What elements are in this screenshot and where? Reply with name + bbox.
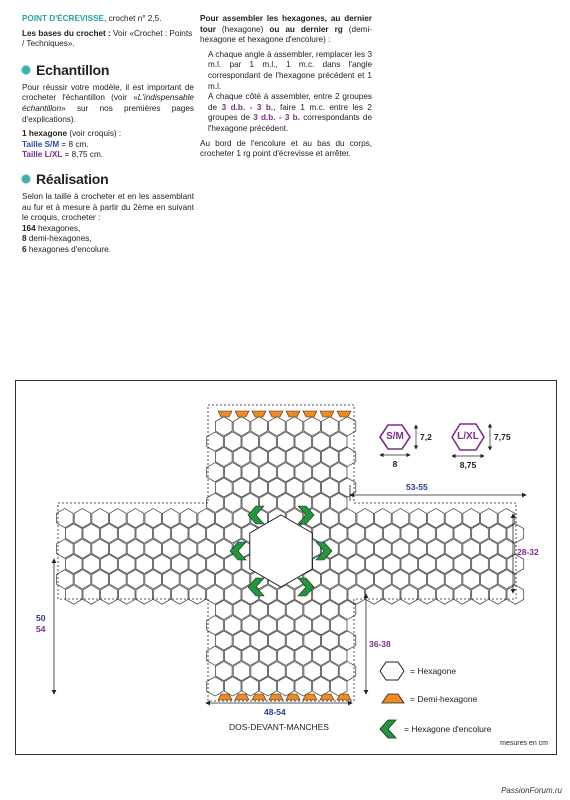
hexagon [242,616,259,635]
hexagon [463,570,480,589]
size-sm-value: = 8 cm. [59,139,89,149]
hexagon [224,432,241,451]
legend-hexagon-label: = Hexagone [410,666,457,676]
hexagon [224,524,241,543]
hexagon [419,554,436,573]
hexagon [445,570,462,589]
hexagon [269,600,286,619]
hexagon [110,509,127,528]
right-column [200,14,372,164]
hexagon [269,631,286,650]
hexagon [154,585,171,604]
hexagon [339,600,356,619]
hexagon [383,554,400,573]
hexagon [436,524,453,543]
hexagon [481,509,498,528]
hexagon [286,447,303,466]
hexagon [330,463,347,482]
echantillon-paragraph: Pour réussir votre modèle, il est important de crocheter l'échantillon (voir «L'indispensable échantillon» sur nos premières pages d'explications). [22,82,194,124]
hexagon [251,600,268,619]
hexagon [154,524,171,543]
sample-lxl-width: 8,75 [459,460,477,470]
legend-hexagon-icon [380,662,404,680]
demi-hexagon [320,411,334,417]
hexagon [198,570,215,589]
hexagon [330,677,347,696]
hexagon [295,646,312,665]
hexagon [207,493,224,512]
hexagon [304,631,321,650]
assembly-heading: Pour assembler les hexagones, au dernier tour (hexagone) ou au dernier rg (demi-hexagone et hexagone d'encolure) : [200,14,372,45]
hexagon [366,524,383,543]
hexagon [375,570,392,589]
hexagon [383,585,400,604]
hexagon [207,524,224,543]
hexagon [322,447,339,466]
hexagon [233,509,250,528]
hexagon [295,432,312,451]
hexagon [392,539,409,558]
hexagon [242,677,259,696]
hexagon [216,509,233,528]
hexagon [277,585,294,604]
hexagon [489,554,506,573]
hexagon [110,539,127,558]
hexagon [357,509,374,528]
hexagon [366,554,383,573]
hexagon [127,539,144,558]
hexagon [242,432,259,451]
hexagon [322,509,339,528]
hexagon [101,524,118,543]
hexagon [428,570,445,589]
hexagon [383,524,400,543]
hexagon [375,509,392,528]
hexagon [322,417,339,436]
hexagon [251,447,268,466]
hexagon [224,585,241,604]
hexagon [198,509,215,528]
hexagon [224,677,241,696]
hexagon [295,463,312,482]
hexagon [348,554,365,573]
hexagon [481,539,498,558]
demi-hexagon [269,694,283,700]
hexagon [436,554,453,573]
hexagon [277,432,294,451]
hexagon [65,524,82,543]
hexagon [489,524,506,543]
hexagon [57,539,74,558]
hexagon [410,539,427,558]
hexagon [92,509,109,528]
hexagon [233,447,250,466]
hexagon [481,570,498,589]
hexagon [401,554,418,573]
hexagon [233,631,250,650]
bullet-icon [22,66,30,74]
hexagon [74,539,91,558]
hexagon [233,600,250,619]
hexagon [207,585,224,604]
dim-bottom-label: 48-54 [264,707,286,717]
hexagon [330,585,347,604]
hexagon [216,600,233,619]
hexagon [472,585,489,604]
hexagon [330,616,347,635]
hexagon [339,631,356,650]
hexagon [304,600,321,619]
hexagon [419,524,436,543]
hexagon [136,585,153,604]
intro-text: , crochet n° 2,5. [104,14,162,23]
hexagon [224,463,241,482]
realisation-section-title [22,171,194,187]
hexagon [339,570,356,589]
hexagon [57,570,74,589]
assembly-side-paragraph: A chaque côté à assembler, entre 2 groupes de 3 d.b. - 3 b., faire 1 m.c. entre les 2 groupes de 3 d.b. - 3 b. correspondants de l'hexagone précédent. [208,92,373,133]
finish-paragraph: Au bord de l'encolure et au bas du corps, crocheter 1 rg point d'écrevisse et arrêter. [200,138,372,159]
hexagon [322,600,339,619]
piece-label: DOS-DEVANT-MANCHES [229,722,329,732]
hexagon [269,447,286,466]
hexagon [216,662,233,681]
hexagon [330,524,347,543]
hexagon [242,463,259,482]
hexagon [313,463,330,482]
hexa-label: 1 hexagone [22,129,68,139]
watermark: PassionForum.ru [501,786,562,795]
demi-hexagon [235,694,249,700]
bullet-icon [22,175,30,183]
hexagon [392,509,409,528]
echantillon-title: Echantillon [36,61,110,78]
units-note: mesures en cm [500,740,548,747]
hexagon [286,631,303,650]
hexagon [118,585,135,604]
hexagon [507,524,524,543]
hexagon [507,554,524,573]
hexagon [171,554,188,573]
hexagon [163,509,180,528]
hexagon [260,616,277,635]
hexagon [322,478,339,497]
hexagon [74,570,91,589]
hexagon [65,585,82,604]
hexagon [313,524,330,543]
count-encolure: 6 [22,244,27,254]
demi-hexagon [252,694,266,700]
hexagon [410,570,427,589]
hexagon [207,463,224,482]
dim-mid-label: 36-38 [369,639,391,649]
size-lxl-value: = 8,75 cm. [62,150,104,160]
hexagon [472,554,489,573]
hexagon [118,554,135,573]
hexagon [419,585,436,604]
hexagon [428,509,445,528]
hexagon [489,585,506,604]
hexagon [251,417,268,436]
hexagon [277,463,294,482]
dim-right-label: 28-32 [517,547,539,557]
hexagon [233,417,250,436]
hexagon [313,493,330,512]
hexagon [224,493,241,512]
hexagon [286,417,303,436]
hexagon [339,478,356,497]
hexagon [216,478,233,497]
hexagon [83,585,100,604]
hexagon [171,524,188,543]
hexagon [286,478,303,497]
sample-sm-width: 8 [392,459,398,469]
hexagon [304,478,321,497]
hexagon [136,554,153,573]
demi-hexagon [303,411,317,417]
left-column: POINT D'ÉCREVISSE, crochet n° 2,5. Les bases du crochet : Voir «Crochet : Points / Techniques». Echantillon Pour réussir votre modèle, il est important de crocheter l'échantillon (voir «L'indispensable échantillon» sur nos premières pages d'explications). 1 hexagone (voir croquis) : Taille S/M = 8 cm. Taille L/XL = 8,75 cm. Réalisation Selon la taille à crocheter et en les assemblant au fur et à mesure à partir du 2ème en suivant le croquis, crocheter : 164 hexagones, 8 demi-hexagones, 6 hexagones d'encolure. [22,14,194,254]
hexagon [463,509,480,528]
hexagon [454,524,471,543]
hexagon [65,554,82,573]
echantillon-section-title [22,62,194,78]
hexagon [401,524,418,543]
hexagon [207,646,224,665]
demi-hexagon [218,694,232,700]
hexagon [92,570,109,589]
hexagon [136,524,153,543]
demi-hexagon [252,411,266,417]
hexagon [401,585,418,604]
hexagon [110,570,127,589]
sample-lxl-label: L/XL [457,431,479,442]
hexagon [277,646,294,665]
hexagon [286,662,303,681]
hexagon [304,417,321,436]
hexagon [313,585,330,604]
legend-demi-hexagon-icon [382,694,404,703]
hexagon [145,570,162,589]
hexagon [322,662,339,681]
demi-hexagon [218,411,232,417]
hexagon [277,616,294,635]
hexagon [339,417,356,436]
hexagon [330,432,347,451]
hexagon [233,662,250,681]
hexagon [189,554,206,573]
hexagon [428,539,445,558]
hexagon [101,554,118,573]
hexagon [189,585,206,604]
hexagon [269,478,286,497]
hexagon [145,539,162,558]
legend-demi-label: = Demi-hexagone [410,694,478,704]
size-lxl-label: Taille L/XL [22,150,63,160]
sample-sm-height: 7,2 [420,432,432,442]
hexagon [313,646,330,665]
demi-hexagon [269,411,283,417]
hexagon [330,493,347,512]
hexagon [445,539,462,558]
hexagon [180,570,197,589]
hexagon [216,417,233,436]
hexagon [330,554,347,573]
hexagon [348,524,365,543]
hexagon [498,570,515,589]
dim-top-label: 53-55 [406,482,428,492]
hexagon [357,570,374,589]
hexagon [472,524,489,543]
count-hexagones: 164 [22,223,36,233]
hexagon [445,509,462,528]
count-demi: 8 [22,234,27,244]
hexagon [101,585,118,604]
hexagon [251,662,268,681]
demi-hexagon [286,411,300,417]
hexagon [145,509,162,528]
hexagon [233,570,250,589]
hexagon [180,509,197,528]
hexagon [357,539,374,558]
hexagon [277,493,294,512]
hexagon [242,646,259,665]
hexagon [260,677,277,696]
hexagon [304,447,321,466]
hexagon [118,524,135,543]
hexagon [322,570,339,589]
hexagon [83,554,100,573]
hexagon [348,585,365,604]
hexagon [260,646,277,665]
hexagon [269,662,286,681]
bases-text: Voir «Crochet : Points / Techniques». [22,28,193,49]
hexagon [233,478,250,497]
hexagon [286,600,303,619]
hexagon [216,631,233,650]
hexagon [57,509,74,528]
realisation-title: Réalisation [36,170,109,187]
hexagon [207,554,224,573]
hexagon [224,646,241,665]
hexagon [198,539,215,558]
sample-sm-label: S/M [386,431,404,442]
hexagon [127,509,144,528]
hexagon [189,524,206,543]
hexagon [295,677,312,696]
demi-hexagon [337,411,351,417]
hexagon [127,570,144,589]
bases-label: Les bases du crochet : [22,28,111,38]
size-sm-label: Taille S/M [22,139,60,149]
hexagon-grid [57,411,524,700]
hexagon [251,631,268,650]
hexagon [154,554,171,573]
hexagon [269,417,286,436]
realisation-paragraph: Selon la taille à crocheter et en les assemblant au fur et à mesure à partir du 2ème en suivant le croquis, crocheter : [22,191,194,223]
hexagon [313,432,330,451]
pattern-diagram [15,380,557,755]
hexagon [92,539,109,558]
hexagon [454,554,471,573]
hexagon [207,432,224,451]
demi-hexagon [235,411,249,417]
hexagon [163,570,180,589]
hexagon [180,539,197,558]
hexagon [74,509,91,528]
hexagon [498,509,515,528]
hexagon [313,677,330,696]
dim-left-label-1: 50 [36,613,46,623]
hexagon [463,539,480,558]
hexagon [216,570,233,589]
hexagon [410,509,427,528]
hexagon [507,585,524,604]
hexagon [330,646,347,665]
hexagon [295,616,312,635]
hexagon [366,585,383,604]
hexagon [171,585,188,604]
hexagon [260,432,277,451]
hexagon [260,463,277,482]
hexagon [83,524,100,543]
hexagon [375,539,392,558]
legend-encolure-label: = Hexagone d'encolure [404,724,492,734]
hexagon [454,585,471,604]
hexagon [207,677,224,696]
hexagon [251,478,268,497]
sample-lxl-height: 7,75 [494,432,511,442]
hexagon [277,677,294,696]
hexagon [339,539,356,558]
hexagon [339,662,356,681]
hexagon [163,539,180,558]
hexagon [260,493,277,512]
hexagon [392,570,409,589]
hexagon [304,662,321,681]
hexagon [339,509,356,528]
assembly-angle-paragraph: A chaque angle à assembler, remplacer les 3 m.l. par 1 m.l., 1 m.c. dans l'angle correspondant de l'hexagone précédent et 1 m.l. [208,49,372,91]
hexagon [322,631,339,650]
hexagon [313,616,330,635]
hexagon [498,539,515,558]
hexagon [224,616,241,635]
intro-heading: POINT D'ÉCREVISSE [22,14,105,23]
hexagon [339,447,356,466]
hexagon [436,585,453,604]
dim-left-label-2: 54 [36,624,46,634]
hexa-text: (voir croquis) : [67,129,122,139]
hexagon [216,539,233,558]
hexagon [207,616,224,635]
hexagon [216,447,233,466]
